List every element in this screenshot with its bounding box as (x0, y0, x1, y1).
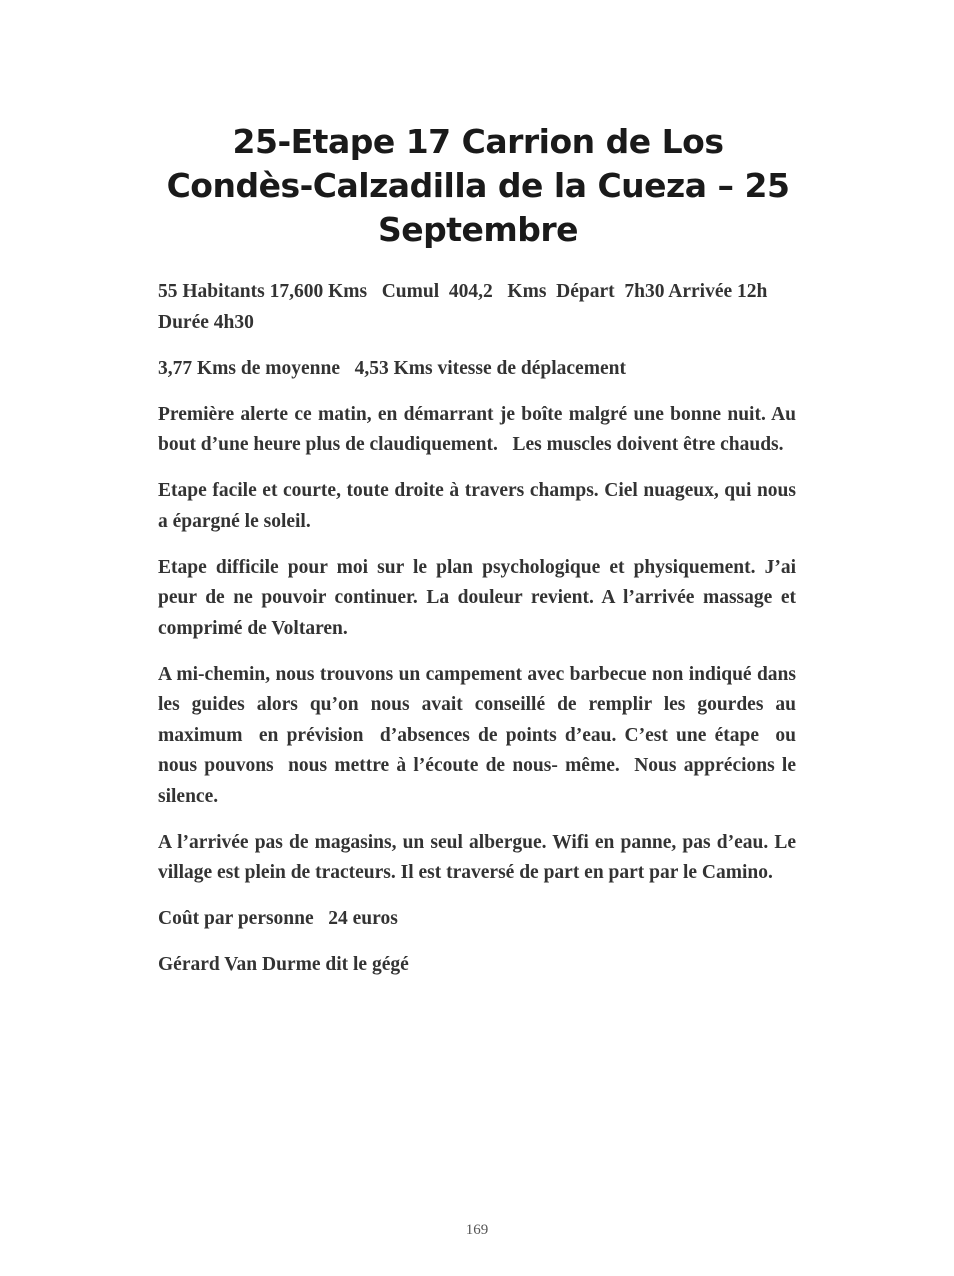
midway-paragraph: A mi-chemin, nous trouvons un campement avec barbecue non indiqué dans les guides alors qu’on nous avait conseillé de remplir les gourdes au maximum en prévision d’absences de points d’eau. C’est une étape ou nous pouvons nous mettre à l’écoute de nous- même. Nous apprécions le silence. (158, 663, 801, 807)
stage-stats-paragraph: 55 Habitants 17,600 Kms Cumul 404,2 Kms Départ 7h30 Arrivée 12h Durée 4h30 (158, 281, 778, 333)
title-line-3: Septembre (377, 210, 579, 249)
cost-paragraph: Coût par personne 24 euros (158, 908, 398, 929)
speed-paragraph: 3,77 Kms de moyenne 4,53 Kms vitesse de déplacement (158, 357, 626, 379)
arrival-paragraph: A l’arrivée pas de magasins, un seul albergue. Wifi en panne, pas d’eau. Le village est plein de tracteurs. Il est traversé de part en part par le Camino. (158, 831, 796, 883)
signature-paragraph: Gérard Van Durme dit le gégé (158, 954, 409, 975)
body-text (158, 277, 801, 996)
page-title (160, 120, 796, 252)
page-number: 169 (465, 1222, 489, 1238)
first-alert-paragraph: Première alerte ce matin, en démarrant je boîte malgré une bonne nuit. Au bout d’une heure plus de claudiquement. Les muscles doivent être chauds. (158, 403, 801, 455)
difficult-stage-paragraph: Etape difficile pour moi sur le plan psychologique et physiquement. J’ai peur de ne pouvoir continuer. La douleur revient. A l’arrivée massage et comprimé de Voltaren. (158, 556, 796, 639)
title-line-1: 25-Etape 17 Carrion de Los (232, 122, 724, 161)
easy-stage-paragraph: Etape facile et courte, toute droite à travers champs. Ciel nuageux, qui nous a épargné le soleil. (158, 480, 796, 532)
title-line-2: Condès-Calzadilla de la Cueza – 25 (166, 166, 790, 205)
